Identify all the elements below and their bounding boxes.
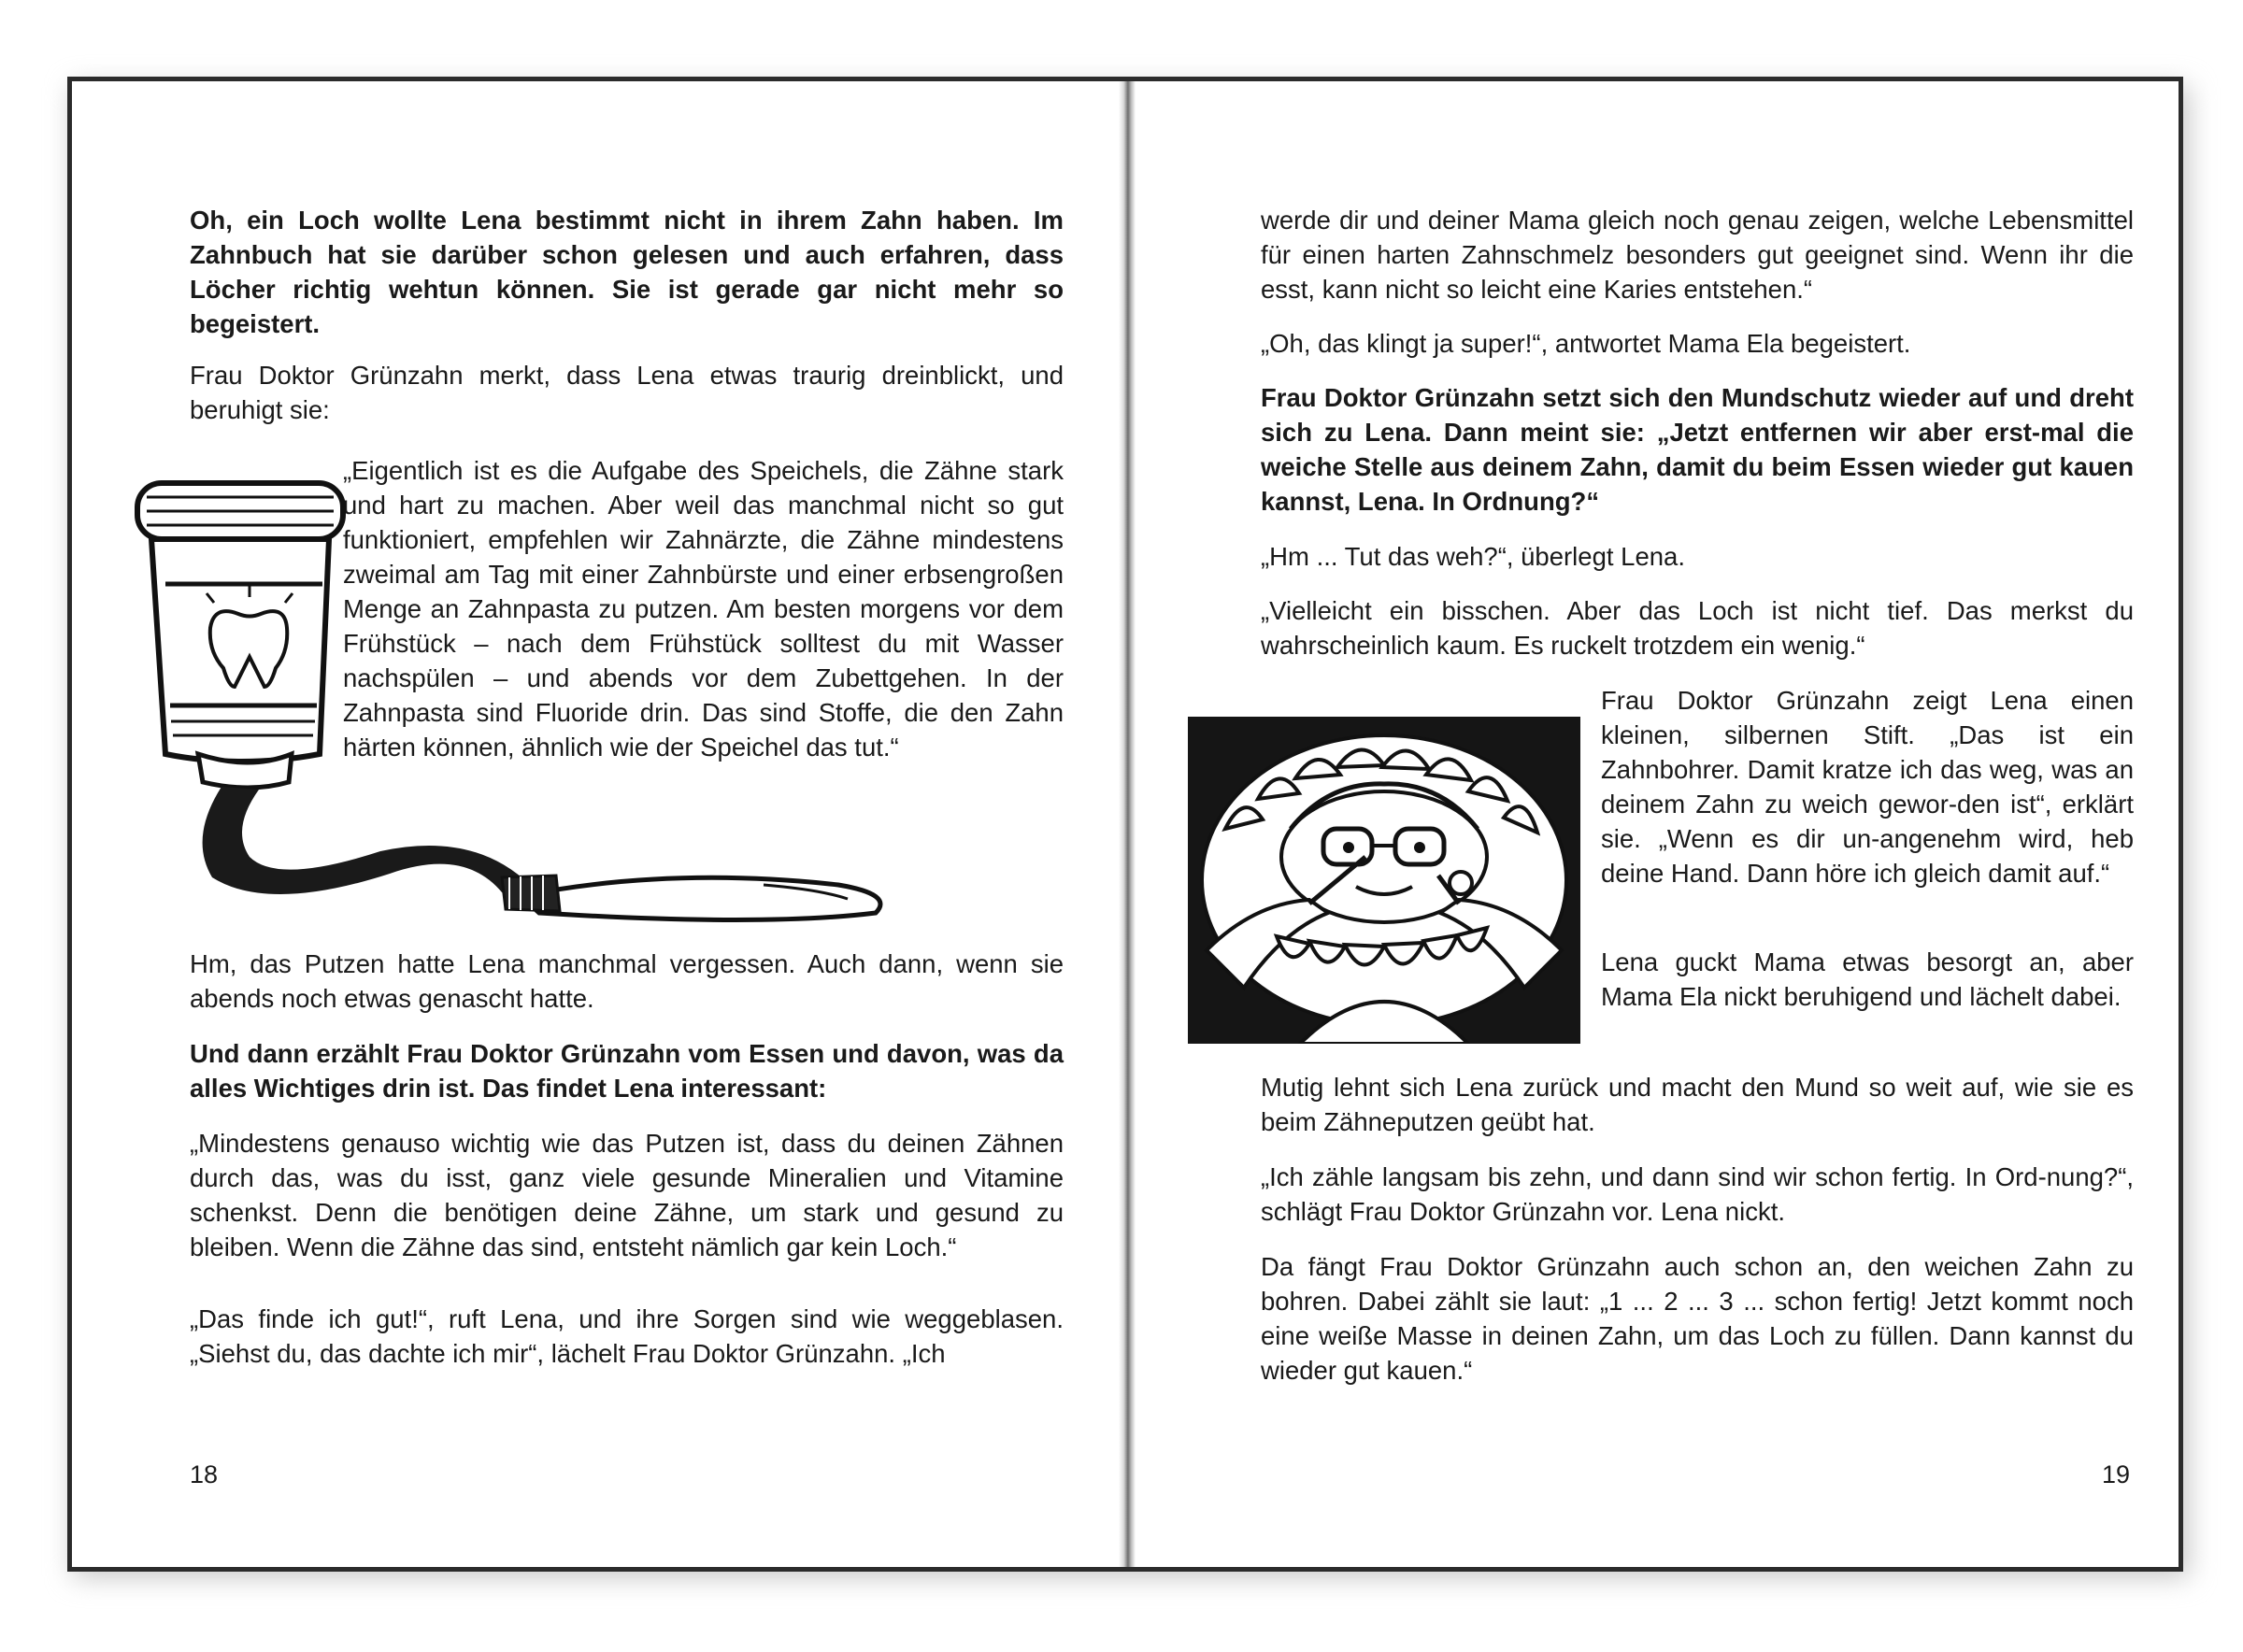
paragraph: „Eigentlich ist es die Aufgabe des Speichels, die Zähne stark und hart zu machen. Aber weil das manchmal nicht so gut funktioniert, empfehlen wir Zahnärzte, die Zähne mindestens zweimal am Tag mit einer Zahnbürste und einer erbsengroßen Menge an Zahnpasta zu putzen. Am besten morgens vor dem Frühstück – nach dem Frühstück solltest du mit Wasser nachspülen – und abends vor dem Zubettgehen. In der Zahnpasta sind Fluoride drin. Das sind Stoffe, die den Zahn härten können, ähnlich wie der Speichel das tut.“ bbox=[343, 456, 1064, 762]
paragraph: „Vielleicht ein bisschen. Aber das Loch ist nicht tief. Das merkst du wahrscheinlich kaum. Es ruckelt trotzdem ein wenig.“ bbox=[1261, 596, 2134, 660]
paragraph: werde dir und deiner Mama gleich noch genau zeigen, welche Lebensmittel für einen harten Zahnschmelz besonders gut geeignet sind. Wenn ihr die esst, kann nicht so leicht eine Karies entstehen.“ bbox=[1261, 206, 2134, 304]
paragraph: Oh, ein Loch wollte Lena bestimmt nicht in ihrem Zahn haben. Im Zahnbuch hat sie darüber schon gelesen und auch erfahren, dass Löcher richtig wehtun können. Sie ist gerade gar nicht mehr so begeistert. bbox=[190, 206, 1064, 338]
paragraph: Hm, das Putzen hatte Lena manchmal vergessen. Auch dann, wenn sie abends noch etwas genascht hatte. bbox=[190, 949, 1064, 1013]
book-spine bbox=[1119, 81, 1136, 1567]
left-page bbox=[72, 81, 1119, 1567]
mouth-illustration bbox=[1188, 717, 1580, 1044]
paragraph: „Das finde ich gut!“, ruft Lena, und ihre Sorgen sind wie weggeblasen. „Siehst du, das dachte ich mir“, lächelt Frau Doktor Grünzahn. „Ich bbox=[190, 1304, 1064, 1368]
paragraph: „Mindestens genauso wichtig wie das Putzen ist, dass du deinen Zähnen durch das, was du isst, ganz viele gesunde Mineralien und Vitamine schenkst. Denn die benötigen deine Zähne, um stark und gesund zu bleiben. Wenn die Zähne das sind, entsteht nämlich gar kein Loch.“ bbox=[190, 1129, 1064, 1261]
paragraph: Mutig lehnt sich Lena zurück und macht den Mund so weit auf, wie sie es beim Zähneputzen geübt hat. bbox=[1261, 1073, 2134, 1136]
paragraph: „Ich zähle langsam bis zehn, und dann sind wir schon fertig. In Ord-nung?“, schlägt Frau Doktor Grünzahn vor. Lena nickt. bbox=[1261, 1162, 2134, 1226]
paragraph: Lena guckt Mama etwas besorgt an, aber Mama Ela nickt beruhigend und lächelt dabei. bbox=[1601, 947, 2134, 1011]
paragraph: Da fängt Frau Doktor Grünzahn auch schon an, den weichen Zahn zu bohren. Dabei zählt sie laut: „1 ... 2 ... 3 ... schon fertig! Jetzt kommt noch eine weiße Masse in deinen Zahn, um das Loch zu füllen. Dann kannst du wieder gut kauen.“ bbox=[1261, 1252, 2134, 1385]
open-book bbox=[67, 77, 2183, 1572]
paragraph: Frau Doktor Grünzahn setzt sich den Mundschutz wieder auf und dreht sich zu Lena. Dann meint sie: „Jetzt entfernen wir aber erst-mal die weiche Stelle aus deinem Zahn, damit du beim Essen wieder gut kauen kannst, Lena. In Ordnung?“ bbox=[1261, 383, 2134, 516]
page-number: 19 bbox=[2102, 1460, 2131, 1488]
page-number: 18 bbox=[190, 1460, 219, 1488]
right-page bbox=[1136, 81, 2179, 1567]
paragraph: „Hm ... Tut das weh?“, überlegt Lena. bbox=[1261, 542, 1685, 571]
paragraph: Frau Doktor Grünzahn merkt, dass Lena etwas traurig dreinblickt, und beruhigt sie: bbox=[190, 361, 1064, 424]
toothpaste-illustration bbox=[109, 474, 913, 941]
paragraph: „Oh, das klingt ja super!“, antwortet Mama Ela begeistert. bbox=[1261, 329, 1911, 358]
paragraph: Frau Doktor Grünzahn zeigt Lena einen kleinen, silbernen Stift. „Das ist ein Zahnbohrer. Damit kratze ich das weg, was an deinem Zahn zu weich gewor-den ist“, erklärt sie. „Wenn es dir un-angenehm wird, heb deine Hand. Dann höre ich gleich damit auf.“ bbox=[1601, 686, 2134, 888]
paragraph: Und dann erzählt Frau Doktor Grünzahn vom Essen und davon, was da alles Wichtiges drin ist. Das findet Lena interessant: bbox=[190, 1039, 1064, 1103]
